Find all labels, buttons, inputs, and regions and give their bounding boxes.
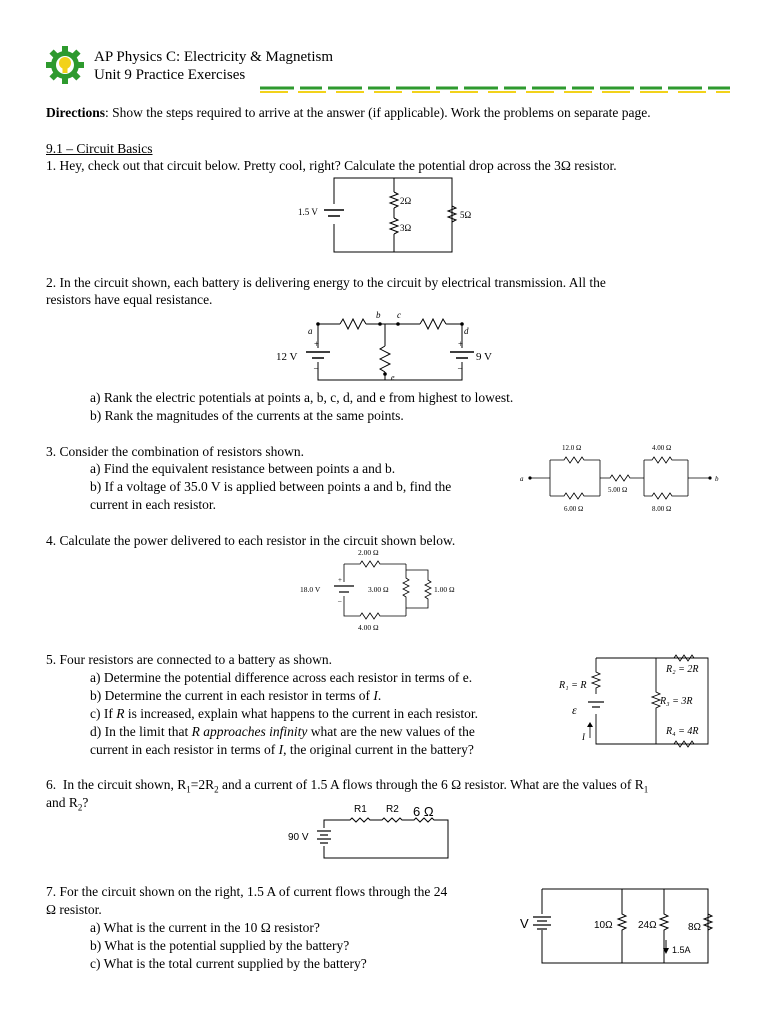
q5-part-c: c) If R is increased, explain what happens to the current in each resistor. xyxy=(90,706,478,721)
q3-part-a: a) Find the equivalent resistance between points a and b. xyxy=(90,461,396,476)
q5-part-a: a) Determine the potential difference across each resistor in terms of e. xyxy=(90,670,473,685)
q4-r-mid-label: 3.00 Ω xyxy=(368,585,389,594)
q4-text: 4. Calculate the power delivered to each resistor in the circuit shown below. xyxy=(46,533,456,548)
q4-r-right-label: 1.00 Ω xyxy=(434,585,455,594)
q2-plus-left: + xyxy=(314,339,320,349)
q5-circuit-diagram xyxy=(556,650,726,750)
q3-point-a: a xyxy=(520,475,524,483)
directions-text: : Show the steps required to arrive at the answer (if applicable). Work the problems on separate page. xyxy=(105,105,651,120)
q6-r3-label: 6 Ω xyxy=(413,804,434,819)
q4-circuit-diagram xyxy=(296,546,476,636)
q5-current-label: I xyxy=(582,732,585,742)
q7-current-label: 1.5A xyxy=(672,945,691,955)
q5-part-d-line1: d) In the limit that R approaches infinity what are the new values of the xyxy=(90,724,475,739)
q5-line1: 5. Four resistors are connected to a battery as shown. xyxy=(46,652,333,667)
q2-battery-left: 12 V xyxy=(276,351,298,363)
q7-r8-label: 8Ω xyxy=(688,922,702,933)
q7-r24-label: 24Ω xyxy=(638,920,657,931)
q7-part-a: a) What is the current in the 10 Ω resistor? xyxy=(90,920,320,935)
q3-part-b-line1: b) If a voltage of 35.0 V is applied between points a and b, find the xyxy=(90,479,452,494)
q3-r4-label: 4.00 Ω xyxy=(652,444,672,452)
directions xyxy=(46,104,651,122)
q5-emf-label: ε xyxy=(572,703,577,717)
q6-r1-label: R1 xyxy=(354,804,367,815)
q6-line1: 6. In the circuit shown, $R_1=2R_2$ and a current of 1.5 A flows through the 6 Ω resistor. What are the values of $R_1$ xyxy=(46,777,649,795)
q2-line2: resistors have equal resistance. xyxy=(46,292,213,307)
q3-point-b: b xyxy=(715,475,719,483)
q6-circuit-diagram xyxy=(284,800,464,860)
q5-part-b: b) Determine the current in each resistor in terms of I. xyxy=(90,688,382,703)
q3-r8-label: 8.00 Ω xyxy=(652,505,672,513)
q1-r1-label: 2Ω xyxy=(400,196,412,206)
q2-minus-left: – xyxy=(314,363,319,373)
q3-r5-label: 5.00 Ω xyxy=(608,486,628,494)
q1-circuit-diagram xyxy=(290,176,490,256)
q5-r1-label: R₁ = R xyxy=(559,680,587,691)
q2-minus-right: – xyxy=(458,363,463,373)
q2-point-a: a xyxy=(308,326,313,336)
q4-plus: + xyxy=(338,576,342,584)
q5-r3-label: R₃ = 3R xyxy=(660,696,693,707)
q3-part-b-line2: current in each resistor. xyxy=(90,497,216,512)
header-dashed-rule xyxy=(260,86,730,94)
q2-line1: 2. In the circuit shown, each battery is delivering energy to the circuit by electrical transmission. All the xyxy=(46,275,606,290)
q2-point-e: e xyxy=(391,373,395,382)
q4-battery-label: 18.0 V xyxy=(300,585,321,594)
q2-point-c: c xyxy=(397,310,401,320)
q1-battery-label: 1.5 V xyxy=(298,207,318,217)
q5-r4-label: R₄ = 4R xyxy=(666,726,699,737)
gear-lightbulb-logo-icon xyxy=(44,44,86,86)
directions-label: Directions xyxy=(46,105,105,120)
q2-point-d: d xyxy=(464,326,469,336)
q2-part-a: a) Rank the electric potentials at points a, b, c, d, and e from highest to lowest. xyxy=(90,390,514,405)
q7-part-c: c) What is the total current supplied by the battery? xyxy=(90,956,367,971)
q1-text: 1. Hey, check out that circuit below. Pretty cool, right? Calculate the potential drop across the 3Ω resistor. xyxy=(46,158,617,173)
q7-line1: 7. For the circuit shown on the right, 1.5 A of current flows through the 24 xyxy=(46,884,448,899)
q2-plus-right: + xyxy=(458,339,464,349)
q5-part-d-line2: current in each resistor in terms of I, the original current in the battery? xyxy=(90,742,474,757)
q3-r12-label: 12.0 Ω xyxy=(562,444,582,452)
q5-r2-label: R₂ = 2R xyxy=(666,664,699,675)
section-title: 9.1 – Circuit Basics xyxy=(46,141,153,156)
q4-minus: – xyxy=(338,597,342,605)
document-subtitle: Unit 9 Practice Exercises xyxy=(94,67,246,83)
q2-battery-right: 9 V xyxy=(476,351,492,363)
q7-battery-label: V xyxy=(520,916,529,931)
q6-r2-label: R2 xyxy=(386,804,399,815)
q3-circuit-diagram xyxy=(512,440,727,515)
q6-battery-label: 90 V xyxy=(288,832,309,843)
document-title: AP Physics C: Electricity & Magnetism xyxy=(94,49,334,65)
q3-line1: 3. Consider the combination of resistors shown. xyxy=(46,444,304,459)
q7-line2: Ω resistor. xyxy=(46,902,102,917)
q7-part-b: b) What is the potential supplied by the battery? xyxy=(90,938,350,953)
q2-circuit-diagram xyxy=(270,308,510,388)
q1-r3-label: 5Ω xyxy=(460,210,472,220)
q2-part-b: b) Rank the magnitudes of the currents at the same points. xyxy=(90,408,404,423)
q7-circuit-diagram xyxy=(516,886,726,966)
q3-r6-label: 6.00 Ω xyxy=(564,505,584,513)
q4-r-bot-label: 4.00 Ω xyxy=(358,623,379,632)
q6-line2: and $R_2$? xyxy=(46,795,89,813)
q2-point-b: b xyxy=(376,310,381,320)
q7-r10-label: 10Ω xyxy=(594,920,613,931)
q1-r2-label: 3Ω xyxy=(400,223,412,233)
q4-r-top-label: 2.00 Ω xyxy=(358,548,379,557)
